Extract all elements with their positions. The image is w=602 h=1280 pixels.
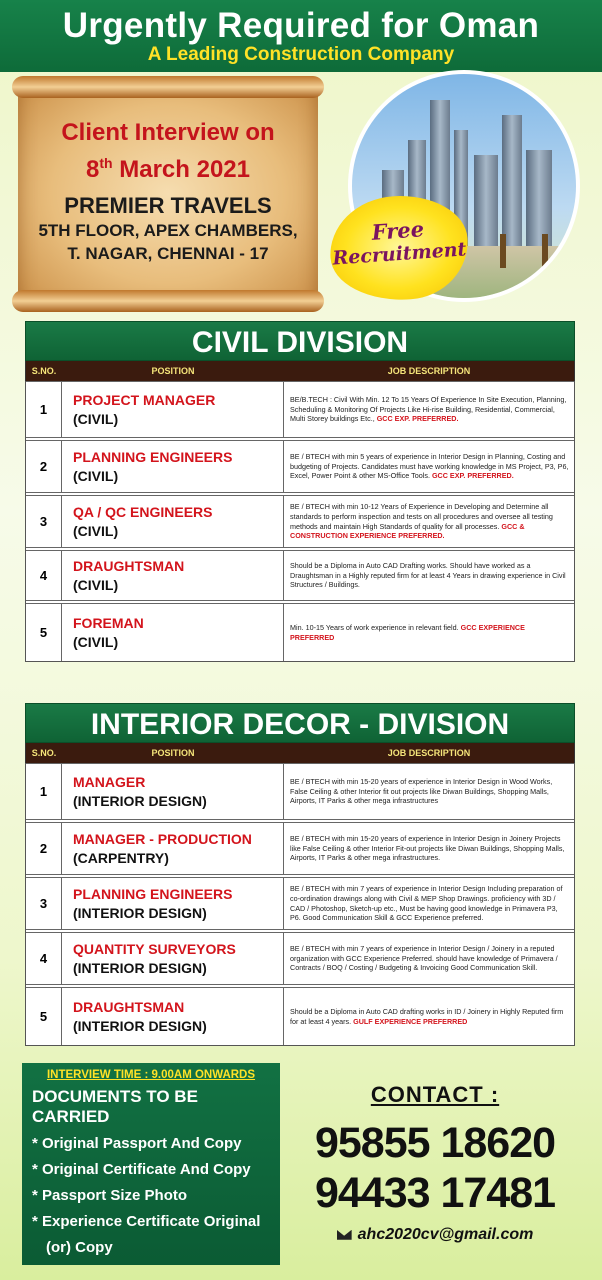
position-title: PROJECT MANAGER bbox=[73, 392, 216, 408]
position-title: MANAGER bbox=[73, 774, 146, 790]
job-description: BE / BTECH with min 15-20 years of experience in Interior Design in Wood Works, False Ceiling & other Interior fit out projects like Diwan Buildings, Shopping Malls, Airports, IT Parks & other mega infrastructures bbox=[290, 777, 553, 806]
table-row bbox=[26, 877, 574, 929]
document-item: * Passport Size Photo bbox=[32, 1187, 188, 1204]
table-row bbox=[26, 932, 574, 984]
position-category: (INTERIOR DESIGN) bbox=[73, 793, 207, 809]
row-number: 5 bbox=[26, 988, 62, 1045]
position-title: FOREMAN bbox=[73, 615, 144, 631]
position-title: QUANTITY SURVEYORS bbox=[73, 941, 236, 957]
phone-number[interactable]: 94433 17481 bbox=[314, 1169, 556, 1217]
headline: Urgently Required for Oman bbox=[62, 6, 540, 45]
phone-number[interactable]: 95855 18620 bbox=[314, 1119, 556, 1167]
row-number: 4 bbox=[26, 551, 62, 600]
civil-division-title: CIVIL DIVISION bbox=[25, 321, 575, 361]
row-number: 5 bbox=[26, 604, 62, 661]
civil-division-table bbox=[25, 321, 575, 662]
position-category: (INTERIOR DESIGN) bbox=[73, 905, 207, 921]
venue-address-line1: 5TH FLOOR, APEX CHAMBERS, bbox=[38, 221, 298, 240]
position-cell bbox=[62, 441, 284, 492]
position-title: MANAGER - PRODUCTION bbox=[73, 831, 252, 847]
position-title: QA / QC ENGINEERS bbox=[73, 504, 213, 520]
free-recruitment-badge: Free Recruitment bbox=[327, 191, 472, 304]
position-cell bbox=[62, 382, 284, 437]
position-category: (INTERIOR DESIGN) bbox=[73, 1018, 207, 1034]
document-item: * Experience Certificate Original bbox=[32, 1213, 261, 1230]
row-number: 1 bbox=[26, 764, 62, 819]
position-category: (CIVIL) bbox=[73, 577, 119, 593]
document-item: (or) Copy bbox=[46, 1239, 113, 1256]
row-number: 2 bbox=[26, 823, 62, 874]
position-category: (CIVIL) bbox=[73, 634, 119, 650]
position-category: (CARPENTRY) bbox=[73, 850, 169, 866]
table-row bbox=[26, 987, 574, 1045]
position-category: (CIVIL) bbox=[73, 468, 119, 484]
job-description: Should be a Diploma in Auto CAD Drafting works. Should have worked as a Draughtsman in a Highly reputed firm for at least 4 Years in drawing experience in Civil Structures / Buildings. bbox=[290, 561, 566, 590]
documents-panel bbox=[22, 1063, 280, 1265]
subheadline: A Leading Construction Company bbox=[147, 44, 455, 65]
row-number: 3 bbox=[26, 878, 62, 929]
position-cell bbox=[62, 604, 284, 661]
job-description: BE / BTECH with min 7 years of experience in Interior Design Including preparation of co-ordination drawings along with Civil & MEP Shop Drawings. proficiency with 3D / CAD / Photoshop, Sketch-up etc., Must be having good knowledge in Primavera P3, P6. Good Communication Skill & GCC Experience preferred. bbox=[290, 884, 563, 923]
table-row bbox=[26, 495, 574, 547]
position-cell bbox=[62, 988, 284, 1045]
job-description: Min. 10-15 Years of work experience in relevant field. GCC EXPERIENCE PREFERRED bbox=[290, 622, 525, 642]
documents-list bbox=[32, 1131, 270, 1261]
job-description: BE / BTECH with min 7 years of experience in Interior Design / Joinery in a reputed organization with GCC Experience Preferred. should have knowledge of Primavera / Contracts / BOQ / Costing / Budgeting & Invoicing Good Communication Skill. bbox=[290, 944, 558, 973]
table-row bbox=[26, 822, 574, 874]
table-row bbox=[26, 440, 574, 492]
venue-address-line2: T. NAGAR, CHENNAI - 17 bbox=[67, 244, 269, 263]
interview-time: INTERVIEW TIME : 9.00AM ONWARDS bbox=[46, 1069, 256, 1081]
position-title: PLANNING ENGINEERS bbox=[73, 449, 233, 465]
row-number: 3 bbox=[26, 496, 62, 547]
table-header: S.NO. POSITION JOB DESCRIPTION bbox=[25, 361, 575, 381]
position-title: DRAUGHTSMAN bbox=[73, 999, 185, 1015]
row-number: 2 bbox=[26, 441, 62, 492]
table-row bbox=[26, 763, 574, 819]
interview-scroll bbox=[18, 80, 318, 308]
header-banner bbox=[0, 0, 602, 72]
table-row bbox=[26, 550, 574, 600]
venue-name: PREMIER TRAVELS bbox=[64, 193, 272, 218]
position-category: (CIVIL) bbox=[73, 411, 119, 427]
job-description: BE / BTECH with min 15-20 years of experience in Interior Design in Joinery Projects like False Ceiling & other Interior Fit-out projects like Diwan Buildings, Shopping Malls, Airports, IT Parks & other mega infrastructures. bbox=[290, 834, 565, 863]
interior-rows bbox=[25, 763, 575, 1046]
document-item: * Original Passport And Copy bbox=[32, 1135, 242, 1152]
position-cell bbox=[62, 933, 284, 984]
row-number: 1 bbox=[26, 382, 62, 437]
position-cell bbox=[62, 496, 284, 547]
civil-rows bbox=[25, 381, 575, 662]
position-title: PLANNING ENGINEERS bbox=[73, 886, 233, 902]
contact-panel bbox=[290, 1082, 580, 1244]
job-description: BE / BTECH with min 5 years of experience in Interior Design in Planning, Costing and budgeting of Projects. Candidates must have working knowledge in MS Project, P3, P6, Excel, Power Point & other MS-Office Tools. GCC EXP. PREFERRED. bbox=[290, 452, 569, 481]
interview-date: Client Interview on 8th March 2021 bbox=[61, 119, 275, 183]
mail-icon bbox=[337, 1230, 352, 1240]
row-number: 4 bbox=[26, 933, 62, 984]
contact-heading: CONTACT : bbox=[370, 1082, 500, 1107]
table-row bbox=[26, 603, 574, 661]
table-row bbox=[26, 381, 574, 437]
job-description: BE / BTECH with min 10-12 Years of Experience in Developing and Determine all standards to perform inspection and tests on all procedures and oversee all testing methods and maintain High Standards of quality for all processes. GCC & CONSTRUCTION EXPERIENCE PREFERRED. bbox=[290, 502, 553, 541]
email-link[interactable]: ahc2020cv@gmail.com bbox=[290, 1226, 580, 1244]
position-cell bbox=[62, 764, 284, 819]
interior-division-title: INTERIOR DECOR - DIVISION bbox=[25, 703, 575, 743]
position-cell bbox=[62, 878, 284, 929]
position-cell bbox=[62, 551, 284, 600]
table-header: S.NO. POSITION JOB DESCRIPTION bbox=[25, 743, 575, 763]
job-description: BE/B.TECH : Civil With Min. 12 To 15 Years Of Experience In Site Execution, Planning, Scheduling & Monitoring Of Projects Like Hi-rise Building, Residential, Commercial, Multi Storey buildings Etc., GCC EXP. PREFERRED. bbox=[290, 395, 567, 424]
position-category: (INTERIOR DESIGN) bbox=[73, 960, 207, 976]
documents-title: DOCUMENTS TO BE CARRIED bbox=[32, 1087, 198, 1126]
interior-division-table bbox=[25, 703, 575, 1046]
position-category: (CIVIL) bbox=[73, 523, 119, 539]
position-cell bbox=[62, 823, 284, 874]
job-description: Should be a Diploma in Auto CAD drafting works in ID / Joinery in Highly Reputed firm for at least 4 years. GULF EXPERIENCE PREFERRED bbox=[290, 1006, 564, 1026]
document-item: * Original Certificate And Copy bbox=[32, 1161, 251, 1178]
position-title: DRAUGHTSMAN bbox=[73, 558, 185, 574]
